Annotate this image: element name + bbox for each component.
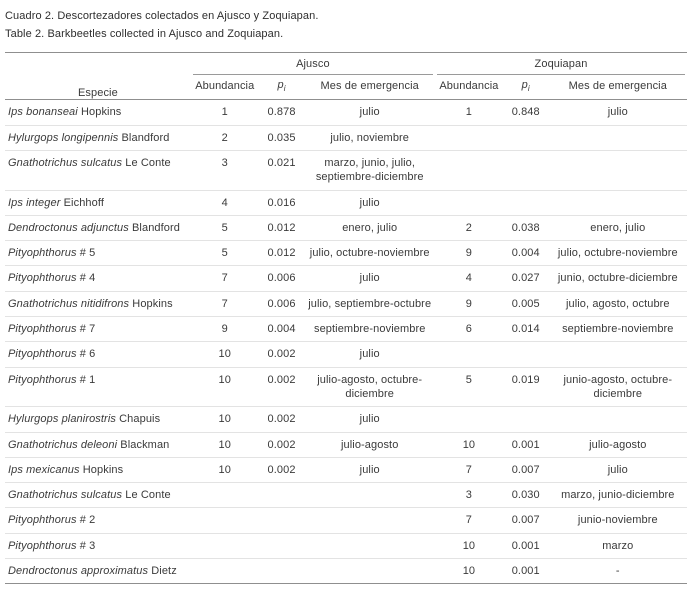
species-author: Dietz: [151, 565, 177, 578]
zoquiapan-abundancia-header: Abundancia: [435, 75, 503, 100]
zoquiapan-abundancia-cell: 5: [435, 367, 503, 407]
zoquiapan-mes-cell: junio-noviembre: [549, 508, 687, 533]
zoquiapan-pi-cell: [503, 190, 549, 215]
zoquiapan-abundancia-cell: [435, 342, 503, 367]
species-author: # 4: [79, 272, 96, 285]
ajusco-abundancia-cell: [191, 508, 259, 533]
caption-english: Table 2. Barkbeetles collected in Ajusco and Zoquiapan.: [5, 27, 284, 40]
ajusco-abundancia-cell: 4: [191, 190, 259, 215]
species-author: # 5: [79, 247, 96, 260]
species-name: Ips integer: [8, 196, 61, 209]
ajusco-mes-cell: julio: [304, 457, 435, 482]
zoquiapan-mes-cell: [549, 190, 687, 215]
zoquiapan-abundancia-cell: 3: [435, 483, 503, 508]
zoquiapan-pi-cell: 0.019: [503, 367, 549, 407]
ajusco-mes-cell: julio, septiembre-octubre: [304, 291, 435, 316]
zoquiapan-abundancia-cell: [435, 190, 503, 215]
zoquiapan-mes-cell: [549, 125, 687, 150]
zoquiapan-mes-cell: marzo, junio-diciembre: [549, 483, 687, 508]
ajusco-abundancia-cell: 5: [191, 241, 259, 266]
species-author: # 6: [79, 348, 96, 361]
group-header-row: [5, 53, 687, 76]
ajusco-group-header: [191, 53, 435, 76]
zoquiapan-pi-header: $p_i$: [503, 75, 549, 100]
species-name: Dendroctonus approximatus: [8, 565, 149, 578]
zoquiapan-abundancia-cell: 10: [435, 559, 503, 584]
zoquiapan-pi-cell: [503, 150, 549, 190]
zoquiapan-mes-cell: julio: [549, 457, 687, 482]
species-cell: [5, 125, 191, 150]
ajusco-mes-cell: enero, julio: [304, 215, 435, 240]
ajusco-pi-cell: 0.016: [259, 190, 305, 215]
zoquiapan-pi-cell: 0.030: [503, 483, 549, 508]
species-name: Pityophthorus: [8, 539, 77, 552]
zoquiapan-group-label: Zoquiapan: [437, 58, 685, 75]
species-name: Pityophthorus: [8, 272, 77, 285]
ajusco-abundancia-cell: 10: [191, 367, 259, 407]
ajusco-pi-cell: [259, 559, 305, 584]
species-author: Blandford: [121, 131, 170, 144]
species-author: Blackman: [120, 438, 170, 451]
zoquiapan-abundancia-cell: 7: [435, 457, 503, 482]
species-name: Pityophthorus: [8, 323, 77, 336]
zoquiapan-mes-cell: -: [549, 559, 687, 584]
zoquiapan-mes-cell: julio, octubre-noviembre: [549, 241, 687, 266]
zoquiapan-mes-cell: julio-agosto: [549, 432, 687, 457]
ajusco-pi-cell: 0.012: [259, 241, 305, 266]
ajusco-abundancia-header: Abundancia: [191, 75, 259, 100]
zoquiapan-pi-cell: 0.005: [503, 291, 549, 316]
species-cell: [5, 559, 191, 584]
zoquiapan-mes-cell: [549, 150, 687, 190]
zoquiapan-mes-cell: julio: [607, 106, 628, 119]
ajusco-mes-cell: julio: [359, 106, 380, 119]
species-cell: [5, 342, 191, 367]
ajusco-mes-cell: [304, 483, 435, 508]
zoquiapan-pi-cell: 0.014: [503, 317, 549, 342]
table-row: [5, 432, 687, 457]
zoquiapan-abundancia-cell: 2: [435, 215, 503, 240]
ajusco-pi-cell: 0.002: [259, 407, 305, 432]
ajusco-pi-cell: 0.006: [259, 266, 305, 291]
table-row: [5, 407, 687, 432]
zoquiapan-pi-cell: 0.007: [503, 508, 549, 533]
ajusco-mes-cell: julio-agosto, octubre-diciembre: [304, 367, 435, 407]
table-row: [5, 241, 687, 266]
table-row: [5, 508, 687, 533]
table-row: [5, 100, 687, 125]
table-row: [5, 342, 687, 367]
especie-column-header: Especie: [5, 53, 191, 100]
ajusco-abundancia-cell: [191, 559, 259, 584]
ajusco-pi-header: $p_i$: [259, 75, 305, 100]
table-row: [5, 291, 687, 316]
zoquiapan-mes-header: Mes de emergencia: [549, 75, 687, 100]
zoquiapan-abundancia-cell: 1: [465, 106, 473, 119]
species-cell: [5, 367, 191, 407]
table-row: [5, 533, 687, 558]
table-row: [5, 457, 687, 482]
zoquiapan-pi-cell: [503, 407, 549, 432]
ajusco-mes-cell: [304, 559, 435, 584]
ajusco-abundancia-cell: 1: [221, 106, 228, 119]
ajusco-mes-cell: septiembre-noviembre: [304, 317, 435, 342]
ajusco-pi-cell: 0.012: [259, 215, 305, 240]
species-author: # 2: [79, 514, 96, 527]
species-name: Gnathotrichus sulcatus: [8, 156, 123, 169]
table-row: [5, 483, 687, 508]
zoquiapan-abundancia-cell: 7: [435, 508, 503, 533]
table-row: [5, 190, 687, 215]
zoquiapan-pi-cell: [503, 125, 549, 150]
species-name: Gnathotrichus sulcatus: [8, 489, 123, 502]
species-cell: [5, 508, 191, 533]
ajusco-abundancia-cell: 10: [191, 432, 259, 457]
ajusco-abundancia-cell: 7: [191, 266, 259, 291]
ajusco-abundancia-cell: 9: [191, 317, 259, 342]
ajusco-mes-cell: julio, noviembre: [304, 125, 435, 150]
zoquiapan-abundancia-cell: [435, 125, 503, 150]
ajusco-mes-cell: julio: [304, 190, 435, 215]
species-author: Le Conte: [125, 489, 171, 502]
ajusco-pi-cell: 0.002: [259, 432, 305, 457]
species-cell: [5, 407, 191, 432]
zoquiapan-pi-cell: 0.848: [511, 106, 540, 119]
ajusco-mes-cell: julio: [304, 342, 435, 367]
species-name: Gnathotrichus deleoni: [8, 438, 118, 451]
ajusco-pi-cell: 0.006: [259, 291, 305, 316]
ajusco-mes-cell: [304, 508, 435, 533]
species-name: Hylurgops planirostris: [8, 413, 116, 426]
table-row: [5, 125, 687, 150]
species-author: Chapuis: [119, 413, 161, 426]
zoquiapan-mes-cell: [549, 342, 687, 367]
ajusco-group-label: Ajusco: [193, 58, 433, 75]
ajusco-mes-header: Mes de emergencia: [304, 75, 435, 100]
ajusco-pi-cell: [259, 508, 305, 533]
zoquiapan-abundancia-cell: 10: [435, 533, 503, 558]
species-name: Gnathotrichus nitidifrons: [8, 297, 130, 310]
table-row: [5, 559, 687, 584]
species-author: # 7: [79, 323, 96, 336]
species-cell: [5, 483, 191, 508]
zoquiapan-abundancia-cell: 4: [435, 266, 503, 291]
species-author: Le Conte: [125, 156, 171, 169]
species-cell: [5, 100, 191, 125]
zoquiapan-group-header: [435, 53, 687, 76]
species-cell: [5, 317, 191, 342]
species-author: Hopkins: [82, 463, 124, 476]
zoquiapan-abundancia-cell: [435, 150, 503, 190]
ajusco-abundancia-cell: 10: [191, 407, 259, 432]
species-cell: [5, 457, 191, 482]
species-cell: [5, 533, 191, 558]
zoquiapan-pi-cell: 0.004: [503, 241, 549, 266]
species-cell: [5, 241, 191, 266]
zoquiapan-mes-cell: marzo: [549, 533, 687, 558]
zoquiapan-abundancia-cell: 10: [435, 432, 503, 457]
ajusco-abundancia-cell: [191, 483, 259, 508]
ajusco-pi-cell: [259, 483, 305, 508]
ajusco-pi-cell: [259, 533, 305, 558]
table-row: [5, 266, 687, 291]
ajusco-abundancia-cell: [191, 533, 259, 558]
ajusco-mes-cell: julio-agosto: [304, 432, 435, 457]
ajusco-abundancia-cell: 3: [191, 150, 259, 190]
species-cell: [5, 190, 191, 215]
zoquiapan-pi-cell: 0.038: [503, 215, 549, 240]
ajusco-pi-cell: 0.878: [267, 106, 296, 119]
zoquiapan-pi-cell: 0.001: [503, 432, 549, 457]
species-name: Pityophthorus: [8, 373, 77, 386]
species-author: Eichhoff: [63, 196, 104, 209]
species-author: # 1: [79, 373, 96, 386]
ajusco-abundancia-cell: 7: [191, 291, 259, 316]
ajusco-mes-cell: julio: [304, 266, 435, 291]
zoquiapan-pi-cell: [503, 342, 549, 367]
species-name: Pityophthorus: [8, 247, 77, 260]
zoquiapan-mes-cell: [549, 407, 687, 432]
species-name: Pityophthorus: [8, 348, 77, 361]
zoquiapan-pi-cell: 0.027: [503, 266, 549, 291]
zoquiapan-abundancia-cell: 9: [435, 291, 503, 316]
species-name: Dendroctonus adjunctus: [8, 221, 129, 234]
species-name: Pityophthorus: [8, 514, 77, 527]
species-cell: [5, 266, 191, 291]
species-cell: [5, 150, 191, 190]
ajusco-pi-cell: 0.002: [259, 367, 305, 407]
table-header: [5, 53, 687, 100]
species-author: Hopkins: [132, 297, 173, 310]
zoquiapan-pi-cell: 0.001: [503, 559, 549, 584]
species-cell: [5, 215, 191, 240]
table-body: [5, 100, 687, 584]
ajusco-mes-cell: julio, octubre-noviembre: [304, 241, 435, 266]
table-row: [5, 215, 687, 240]
species-cell: [5, 291, 191, 316]
ajusco-abundancia-cell: 2: [191, 125, 259, 150]
ajusco-mes-cell: [304, 533, 435, 558]
zoquiapan-abundancia-cell: 6: [435, 317, 503, 342]
ajusco-pi-cell: 0.002: [259, 342, 305, 367]
ajusco-mes-cell: marzo, junio, julio, septiembre-diciembre: [304, 150, 435, 190]
zoquiapan-abundancia-cell: [435, 407, 503, 432]
zoquiapan-pi-cell: 0.001: [503, 533, 549, 558]
table-row: [5, 150, 687, 190]
ajusco-pi-cell: 0.004: [259, 317, 305, 342]
species-author: # 3: [79, 539, 96, 552]
zoquiapan-mes-cell: enero, julio: [549, 215, 687, 240]
species-author: Blandford: [132, 221, 180, 234]
zoquiapan-mes-cell: junio-agosto, octubre-diciembre: [549, 367, 687, 407]
zoquiapan-pi-cell: 0.007: [503, 457, 549, 482]
barkbeetles-table: [5, 52, 687, 584]
table-row: [5, 317, 687, 342]
zoquiapan-mes-cell: septiembre-noviembre: [549, 317, 687, 342]
species-author: Hopkins: [80, 106, 122, 119]
species-name: Hylurgops longipennis: [8, 131, 119, 144]
species-cell: [5, 432, 191, 457]
zoquiapan-abundancia-cell: 9: [435, 241, 503, 266]
zoquiapan-mes-cell: junio, octubre-diciembre: [549, 266, 687, 291]
ajusco-abundancia-cell: 10: [191, 342, 259, 367]
ajusco-abundancia-cell: 10: [191, 457, 259, 482]
caption-spanish: Cuadro 2. Descortezadores colectados en Ajusco y Zoquiapan.: [5, 10, 319, 22]
ajusco-abundancia-cell: 5: [191, 215, 259, 240]
table-row: [5, 367, 687, 407]
ajusco-pi-cell: 0.035: [259, 125, 305, 150]
ajusco-pi-cell: 0.002: [259, 457, 305, 482]
ajusco-mes-cell: julio: [304, 407, 435, 432]
caption-block: [5, 8, 687, 43]
zoquiapan-mes-cell: julio, agosto, octubre: [549, 291, 687, 316]
species-name: Ips bonanseai: [8, 106, 78, 119]
ajusco-pi-cell: 0.021: [259, 150, 305, 190]
species-name: Ips mexicanus: [8, 463, 80, 476]
